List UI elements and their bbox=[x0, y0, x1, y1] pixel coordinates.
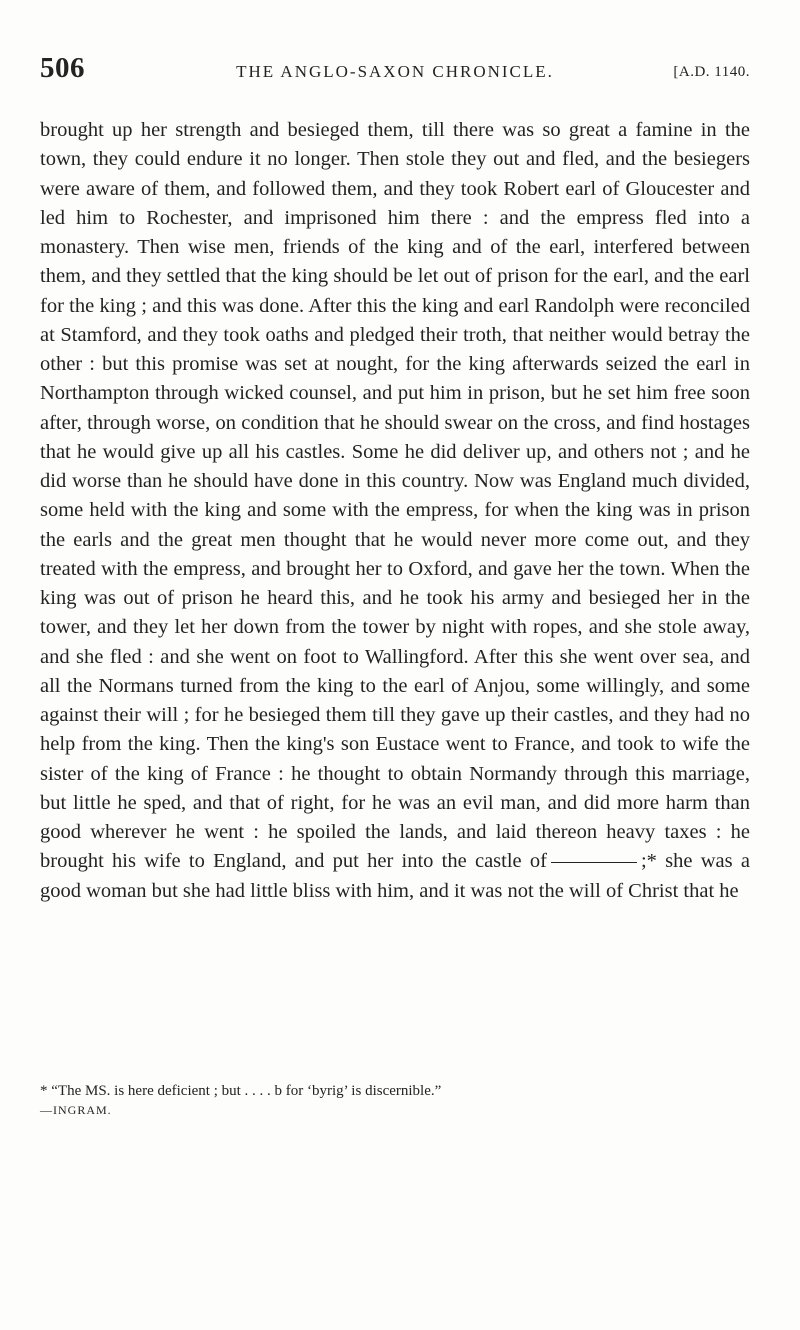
footnote-author: —INGRAM. bbox=[40, 1103, 112, 1117]
blank-rule bbox=[551, 862, 637, 863]
page-number: 506 bbox=[40, 52, 85, 84]
body-paragraph bbox=[40, 116, 750, 906]
footnote bbox=[40, 1082, 750, 1120]
page-header bbox=[40, 52, 750, 92]
body-text-continuation: ;* she was a good woman but she had little bliss with him, and it was not the will of Christ that he bbox=[40, 850, 750, 902]
running-title: THE ANGLO-SAXON CHRONICLE. bbox=[236, 62, 554, 81]
footnote-text: * “The MS. is here deficient ; but . . . . b for ‘byrig’ is discernible.” bbox=[40, 1083, 442, 1099]
body-text-main: brought up her strength and besieged them, till there was so great a famine in the town, they could endure it no longer. Then stole they out and fled, and the besiegers were aware of them, and followed them, and they took Robert earl of Gloucester and led him to Rochester, and imprisoned him there : and the empress fled into a monastery. Then wise men, friends of the king and of the earl, interfered between them, and they settled that the king should be let out of prison for the earl, and the earl for the king ; and this was done. After this the king and earl Randolph were reconciled at Stamford, and they took oaths and pledged their troth, that neither would betray the other : but this promise was set at nought, for the king afterwards seized the earl in Northampton through wicked counsel, and put him in prison, but he set him free soon after, through worse, on condition that he should swear on the cross, and find hostages that he would give up all his castles. Some he did deliver up, and others not ; and he did worse than he should have done in this country. Now was England much divided, some held with the king and some with the empress, for when the king was in prison the earls and the great men thought that he would never more come out, and they treated with the empress, and brought her to Oxford, and gave her the town. When the king was out of prison he heard this, and he took his army and besieged her in the tower, and they let her down from the tower by night with ropes, and she stole away, and she fled : and she went on foot to Wallingford. After this she went over sea, and all the Normans turned from the king to the earl of Anjou, some willingly, and some against their will ; for he besieged them till they gave up their castles, and they had no help from the king. Then the king's son Eustace went to France, and took to wife the sister of the king of France : he thought to obtain Normandy through this marriage, but little he sped, and that of right, for he was an evil man, and did more harm than good wherever he went : he spoiled the lands, and laid thereon heavy taxes : he brought his wife to England, and put her into the castle of bbox=[40, 119, 750, 873]
year-marker: [A.D. 1140. bbox=[673, 64, 750, 80]
